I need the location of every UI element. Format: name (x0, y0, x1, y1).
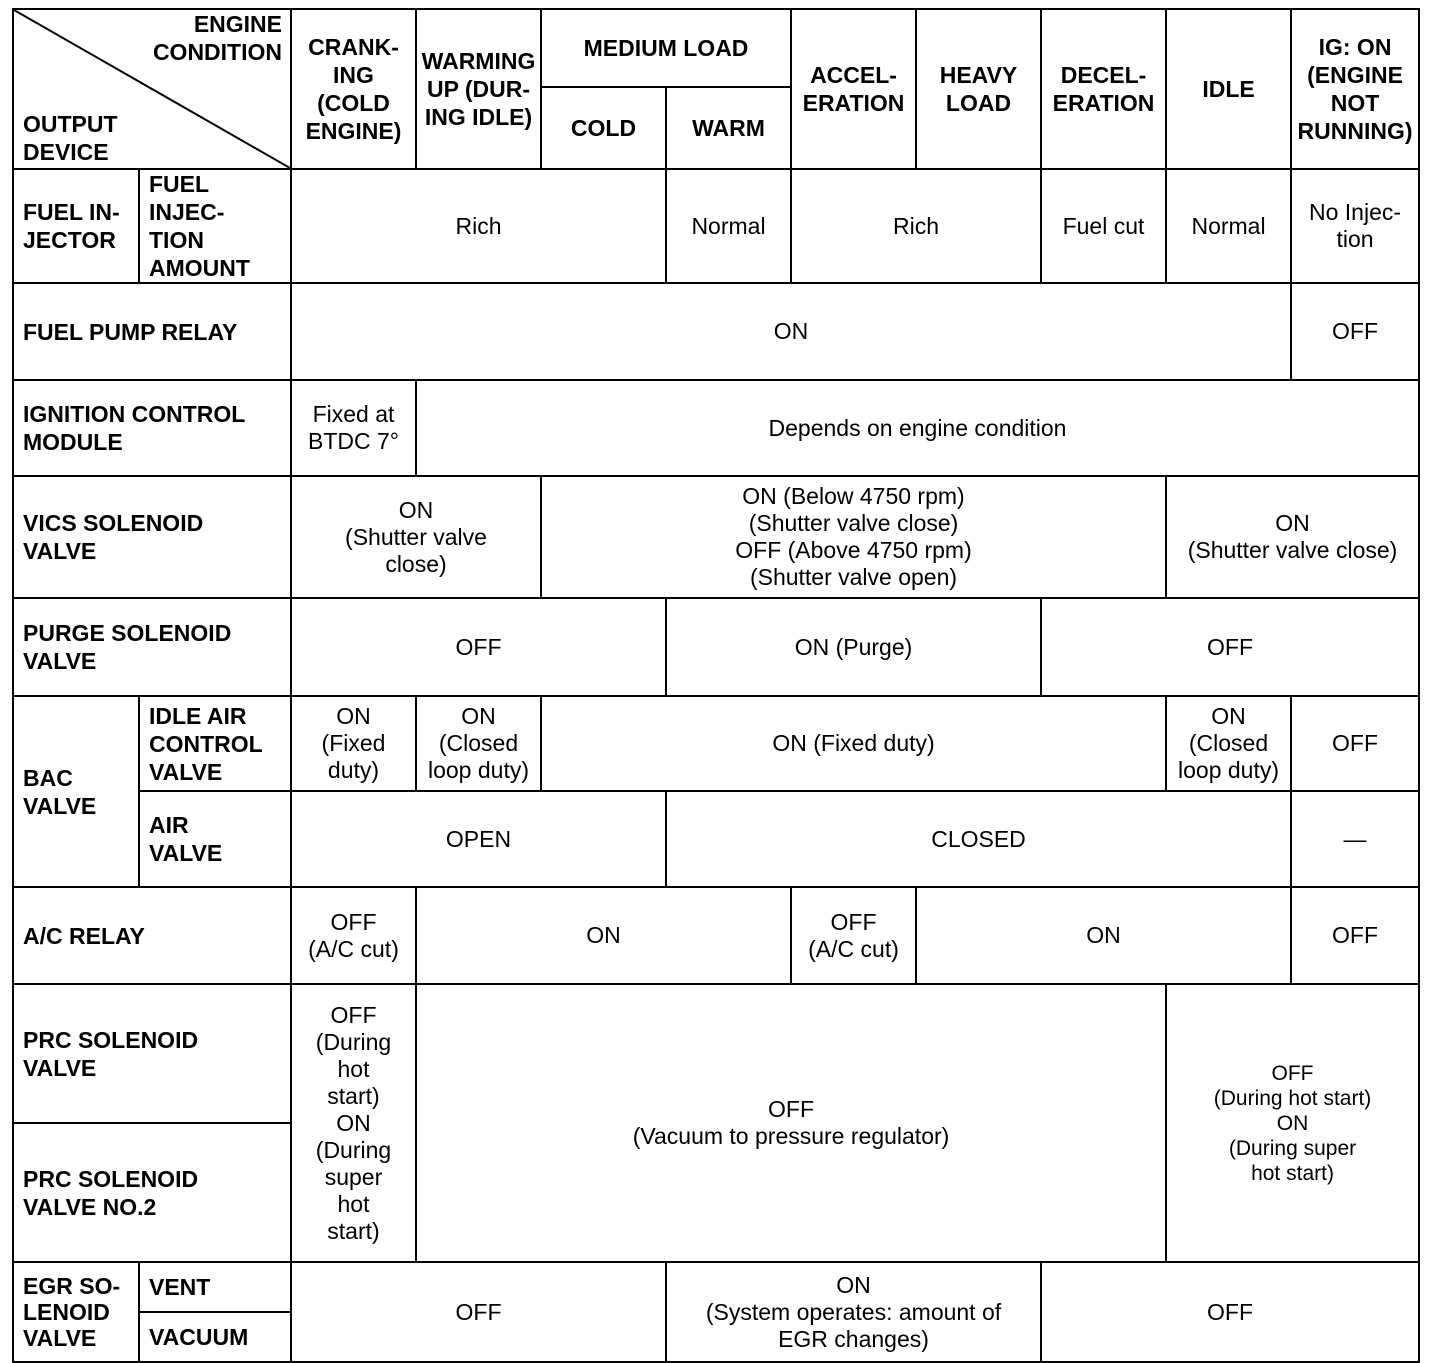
cell-iac-off: OFF (1291, 696, 1419, 791)
cell-fuel-injector-rich-2: Rich (791, 169, 1041, 283)
cell-purge-off-2: OFF (1041, 598, 1419, 696)
cell-fuel-injector-fuel-cut: Fuel cut (1041, 169, 1166, 283)
header-cranking: CRANK- ING (COLD ENGINE) (291, 9, 416, 169)
header-warm: WARM (666, 87, 791, 169)
cell-vics-rpm: ON (Below 4750 rpm) (Shutter valve close) OFF (Above 4750 rpm) (Shutter valve open) (541, 476, 1166, 598)
cell-fuel-injector-normal: Normal (666, 169, 791, 283)
cell-prc-vacuum: OFF (Vacuum to pressure regulator) (416, 984, 1166, 1262)
header-cold: COLD (541, 87, 666, 169)
cell-egr-off-2: OFF (1041, 1262, 1419, 1362)
cell-ac-on-2: ON (916, 887, 1291, 984)
device-egr-solenoid-valve: EGR SO- LENOID VALVE (13, 1262, 139, 1362)
header-heavy-load: HEAVY LOAD (916, 9, 1041, 169)
cell-iac-closed-loop: ON (Closed loop duty) (416, 696, 541, 791)
cell-vics-on-close: ON (Shutter valve close) (291, 476, 541, 598)
device-fuel-injector: FUEL IN- JECTOR (13, 169, 139, 283)
cell-vics-on-close-2: ON (Shutter valve close) (1166, 476, 1419, 598)
cell-prc-cranking: OFF (During hot start) ON (During super hot start) (291, 984, 416, 1262)
sub-egr-vacuum: VACUUM (139, 1312, 291, 1362)
header-acceleration: ACCEL- ERATION (791, 9, 916, 169)
output-device-table (12, 8, 1420, 1363)
device-fuel-pump-relay: FUEL PUMP RELAY (13, 283, 291, 380)
cell-egr-off: OFF (291, 1262, 666, 1362)
cell-air-valve-closed: CLOSED (666, 791, 1291, 887)
header-warming-up: WARMING UP (DUR- ING IDLE) (416, 9, 541, 169)
device-vics-solenoid-valve: VICS SOLENOID VALVE (13, 476, 291, 598)
cell-purge-on: ON (Purge) (666, 598, 1041, 696)
cell-fuel-pump-off: OFF (1291, 283, 1419, 380)
cell-iac-fixed-duty-2: ON (Fixed duty) (541, 696, 1166, 791)
engine-condition-label: ENGINE CONDITION (152, 11, 282, 65)
cell-egr-on: ON (System operates: amount of EGR changes) (666, 1262, 1041, 1362)
corner-header (13, 9, 291, 169)
cell-ac-off-cut-2: OFF (A/C cut) (791, 887, 916, 984)
header-idle: IDLE (1166, 9, 1291, 169)
cell-air-valve-open: OPEN (291, 791, 666, 887)
device-purge-solenoid-valve: PURGE SOLENOID VALVE (13, 598, 291, 696)
device-prc-solenoid-valve: PRC SOLENOID VALVE (13, 984, 291, 1123)
cell-ac-off: OFF (1291, 887, 1419, 984)
cell-fuel-injector-no-injection: No Injec- tion (1291, 169, 1419, 283)
header-deceleration: DECEL- ERATION (1041, 9, 1166, 169)
sub-egr-vent: VENT (139, 1262, 291, 1312)
header-medium-load: MEDIUM LOAD (541, 9, 791, 87)
cell-ac-off-cut: OFF (A/C cut) (291, 887, 416, 984)
sub-fuel-injection-amount: FUEL INJEC- TION AMOUNT (139, 169, 291, 283)
cell-iac-fixed-duty: ON (Fixed duty) (291, 696, 416, 791)
cell-ac-on: ON (416, 887, 791, 984)
device-ignition-control-module: IGNITION CONTROL MODULE (13, 380, 291, 476)
device-ac-relay: A/C RELAY (13, 887, 291, 984)
device-bac-valve: BAC VALVE (13, 696, 139, 887)
cell-ignition-fixed: Fixed at BTDC 7° (291, 380, 416, 476)
cell-fuel-injector-normal-2: Normal (1166, 169, 1291, 283)
cell-prc-idle: OFF (During hot start) ON (During super hot start) (1166, 984, 1419, 1262)
sub-air-valve: AIR VALVE (139, 791, 291, 887)
output-device-label: OUTPUT DEVICE (23, 111, 118, 165)
device-prc-solenoid-valve-no2: PRC SOLENOID VALVE NO.2 (13, 1123, 291, 1262)
cell-ignition-depends: Depends on engine condition (416, 380, 1419, 476)
sub-idle-air-control-valve: IDLE AIR CONTROL VALVE (139, 696, 291, 791)
cell-fuel-injector-rich: Rich (291, 169, 666, 283)
cell-purge-off: OFF (291, 598, 666, 696)
cell-iac-closed-loop-2: ON (Closed loop duty) (1166, 696, 1291, 791)
cell-fuel-pump-on: ON (291, 283, 1291, 380)
header-ig-on: IG: ON (ENGINE NOT RUNNING) (1291, 9, 1419, 169)
cell-air-valve-dash: — (1291, 791, 1419, 887)
